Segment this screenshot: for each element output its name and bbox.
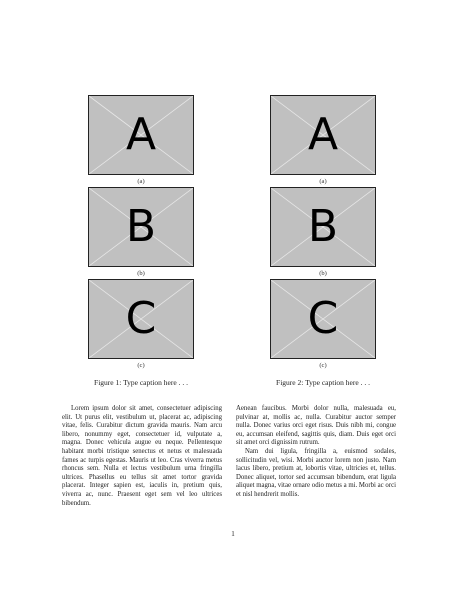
page-number: 1 <box>231 530 235 538</box>
panel-letter: B <box>125 201 157 252</box>
panel-letter: A <box>125 109 157 160</box>
body-column-right <box>236 405 396 500</box>
panel-letter: A <box>307 109 339 160</box>
body-paragraph: Lorem ipsum dolor sit amet, consectetuer adipiscing elit. Ut purus elit, vestibulum ut, placerat ac, adipiscing vitae, felis. Curabitur dictum gravida mauris. Nam arcu libero, nonummy eget, consectetuer id, vulputate a, magna. Donec vehicula augue eu neque. Pellentesque habitant morbi tristique senectus et netus et malesuada fames ac turpis egestas. Mauris ut leo. Cras viverra metus rhoncus sem. Nulla et lectus vestibulum urna fringilla ultrices. Phasellus eu tellus sit amet tortor gravida placerat. Integer sapien est, iaculis in, pretium quis, viverra ac, nunc. Praesent eget sem vel leo ultrices bibendum. <box>62 405 222 507</box>
panel-letter: C <box>307 293 339 344</box>
figure-2-caption: Figure 2: Type caption here . . . <box>276 378 370 387</box>
figure-2-panel-a <box>270 95 376 175</box>
body-paragraph: Nam dui ligula, fringilla a, euismod sodales, sollicitudin vel, wisi. Morbi auctor lorem non justo. Nam lacus libero, pretium at, lobortis vitae, ultricies et, tellus. Donec aliquet, tortor sed accumsan bibendum, erat ligula aliquet magna, vitae ornare odio metus a mi. Morbi ac orci et nisl hendrerit mollis. <box>236 447 396 498</box>
figure-2-panel-b <box>270 187 376 267</box>
figure-2-sublabel-c: (c) <box>319 362 327 369</box>
panel-letter: B <box>307 201 339 252</box>
figure-2-sublabel-a: (a) <box>319 178 327 185</box>
figure-1-panel-b <box>88 187 194 267</box>
figure-1-sublabel-c: (c) <box>137 362 145 369</box>
figure-1-sublabel-a: (a) <box>137 178 145 185</box>
figure-2-panel-c <box>270 279 376 359</box>
figure-1-panel-a <box>88 95 194 175</box>
figure-1-caption: Figure 1: Type caption here . . . <box>94 378 188 387</box>
figure-1-sublabel-b: (b) <box>137 270 145 277</box>
body-paragraph: Aenean faucibus. Morbi dolor nulla, malesuada eu, pulvinar at, mollis ac, nulla. Curabitur auctor semper nulla. Donec varius orci eget risus. Duis nibh mi, congue eu, accumsan eleifend, sagittis quis, diam. Duis eget orci sit amet orci dignissim rutrum. <box>236 405 396 447</box>
body-column-left <box>62 405 222 508</box>
figure-2-sublabel-b: (b) <box>319 270 327 277</box>
panel-letter: C <box>125 293 157 344</box>
figure-1-panel-c <box>88 279 194 359</box>
